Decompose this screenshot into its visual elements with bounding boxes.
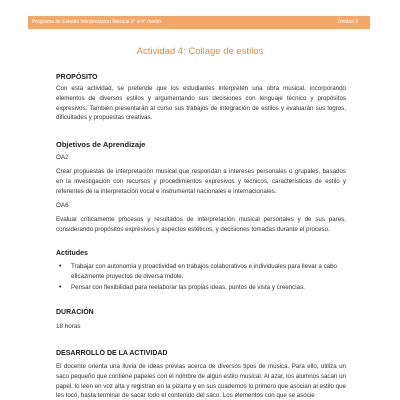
- actitud-text: Pensar con flexibilidad para reelaborar las propias ideas, puntos de vista y creencias.: [71, 283, 305, 291]
- desarrollo-heading: DESARROLLO DE LA ACTIVIDAD: [56, 350, 168, 357]
- program-title: Programa de Estudio Interpretación Musical 3° a 4° medio: [32, 19, 161, 25]
- list-item: [56, 283, 352, 293]
- actitudes-list: [56, 262, 352, 293]
- duracion-text: 18 horas: [56, 323, 81, 330]
- oa6-text: Evaluar críticamente procesos y resultados de interpretación musical personales y de sus pares, considerando propósitos expresivos y aspectos estéticos, y decisiones tomadas durante el proceso.: [56, 216, 346, 233]
- list-item: [56, 262, 352, 282]
- bullet-icon: •: [59, 263, 62, 270]
- oa2-text: Crear propuestas de interpretación musical que respondan a intereses personales o grupales, basados en la investigación con recursos y procedimientos expresivos y técnicos, características de estilo y referentes de la interpretación vocal e instrumental nacionales e internacionales.: [56, 168, 346, 195]
- objetivos-heading: Objetivos de Aprendizaje: [56, 140, 146, 149]
- bullet-icon: •: [59, 283, 62, 291]
- duracion-heading: DURACIÓN: [56, 309, 94, 316]
- unit-label: Unidad 2: [337, 19, 358, 25]
- header-band: [28, 16, 370, 29]
- desarrollo-text: El docente orienta una lluvia de ideas previas acerca de diversos tipos de música. Para ello, utiliza un saco pequeño que contiene papeles con el nombre de algún estilo musical. Al azar, los alumnos sacan un papel, lo leen en voz alta y registran en la pizarra y en sus cuadernos lo primero que asocian al estilo que les tocó, hasta terminar de sacar todo el contenido del saco. Los elementos con que se asocie: [56, 363, 346, 400]
- actitudes-heading: Actitudes: [56, 250, 88, 257]
- actitud-text: Trabajar con autonomía y proactividad en trabajos colaborativos e individuales para llevar a cabo eficazmente proyectos de diversa índole.: [71, 263, 337, 280]
- proposito-text: Con esta actividad, se pretende que los estudiantes interpreten una obra musical, incorporando elementos de diversos estilos y argumentando sus decisiones con lenguaje técnico y propósitos expresivos. También presentarán al curso sus trabajos de integración de estilos y evaluarán sus logros, dificultades y propuestas creativas.: [56, 85, 346, 122]
- activity-title: Actividad 4: Collage de estilos: [136, 46, 264, 57]
- oa6-label: OA6: [56, 202, 69, 209]
- oa2-label: OA2: [56, 154, 69, 161]
- proposito-heading: PROPÓSITO: [56, 74, 98, 81]
